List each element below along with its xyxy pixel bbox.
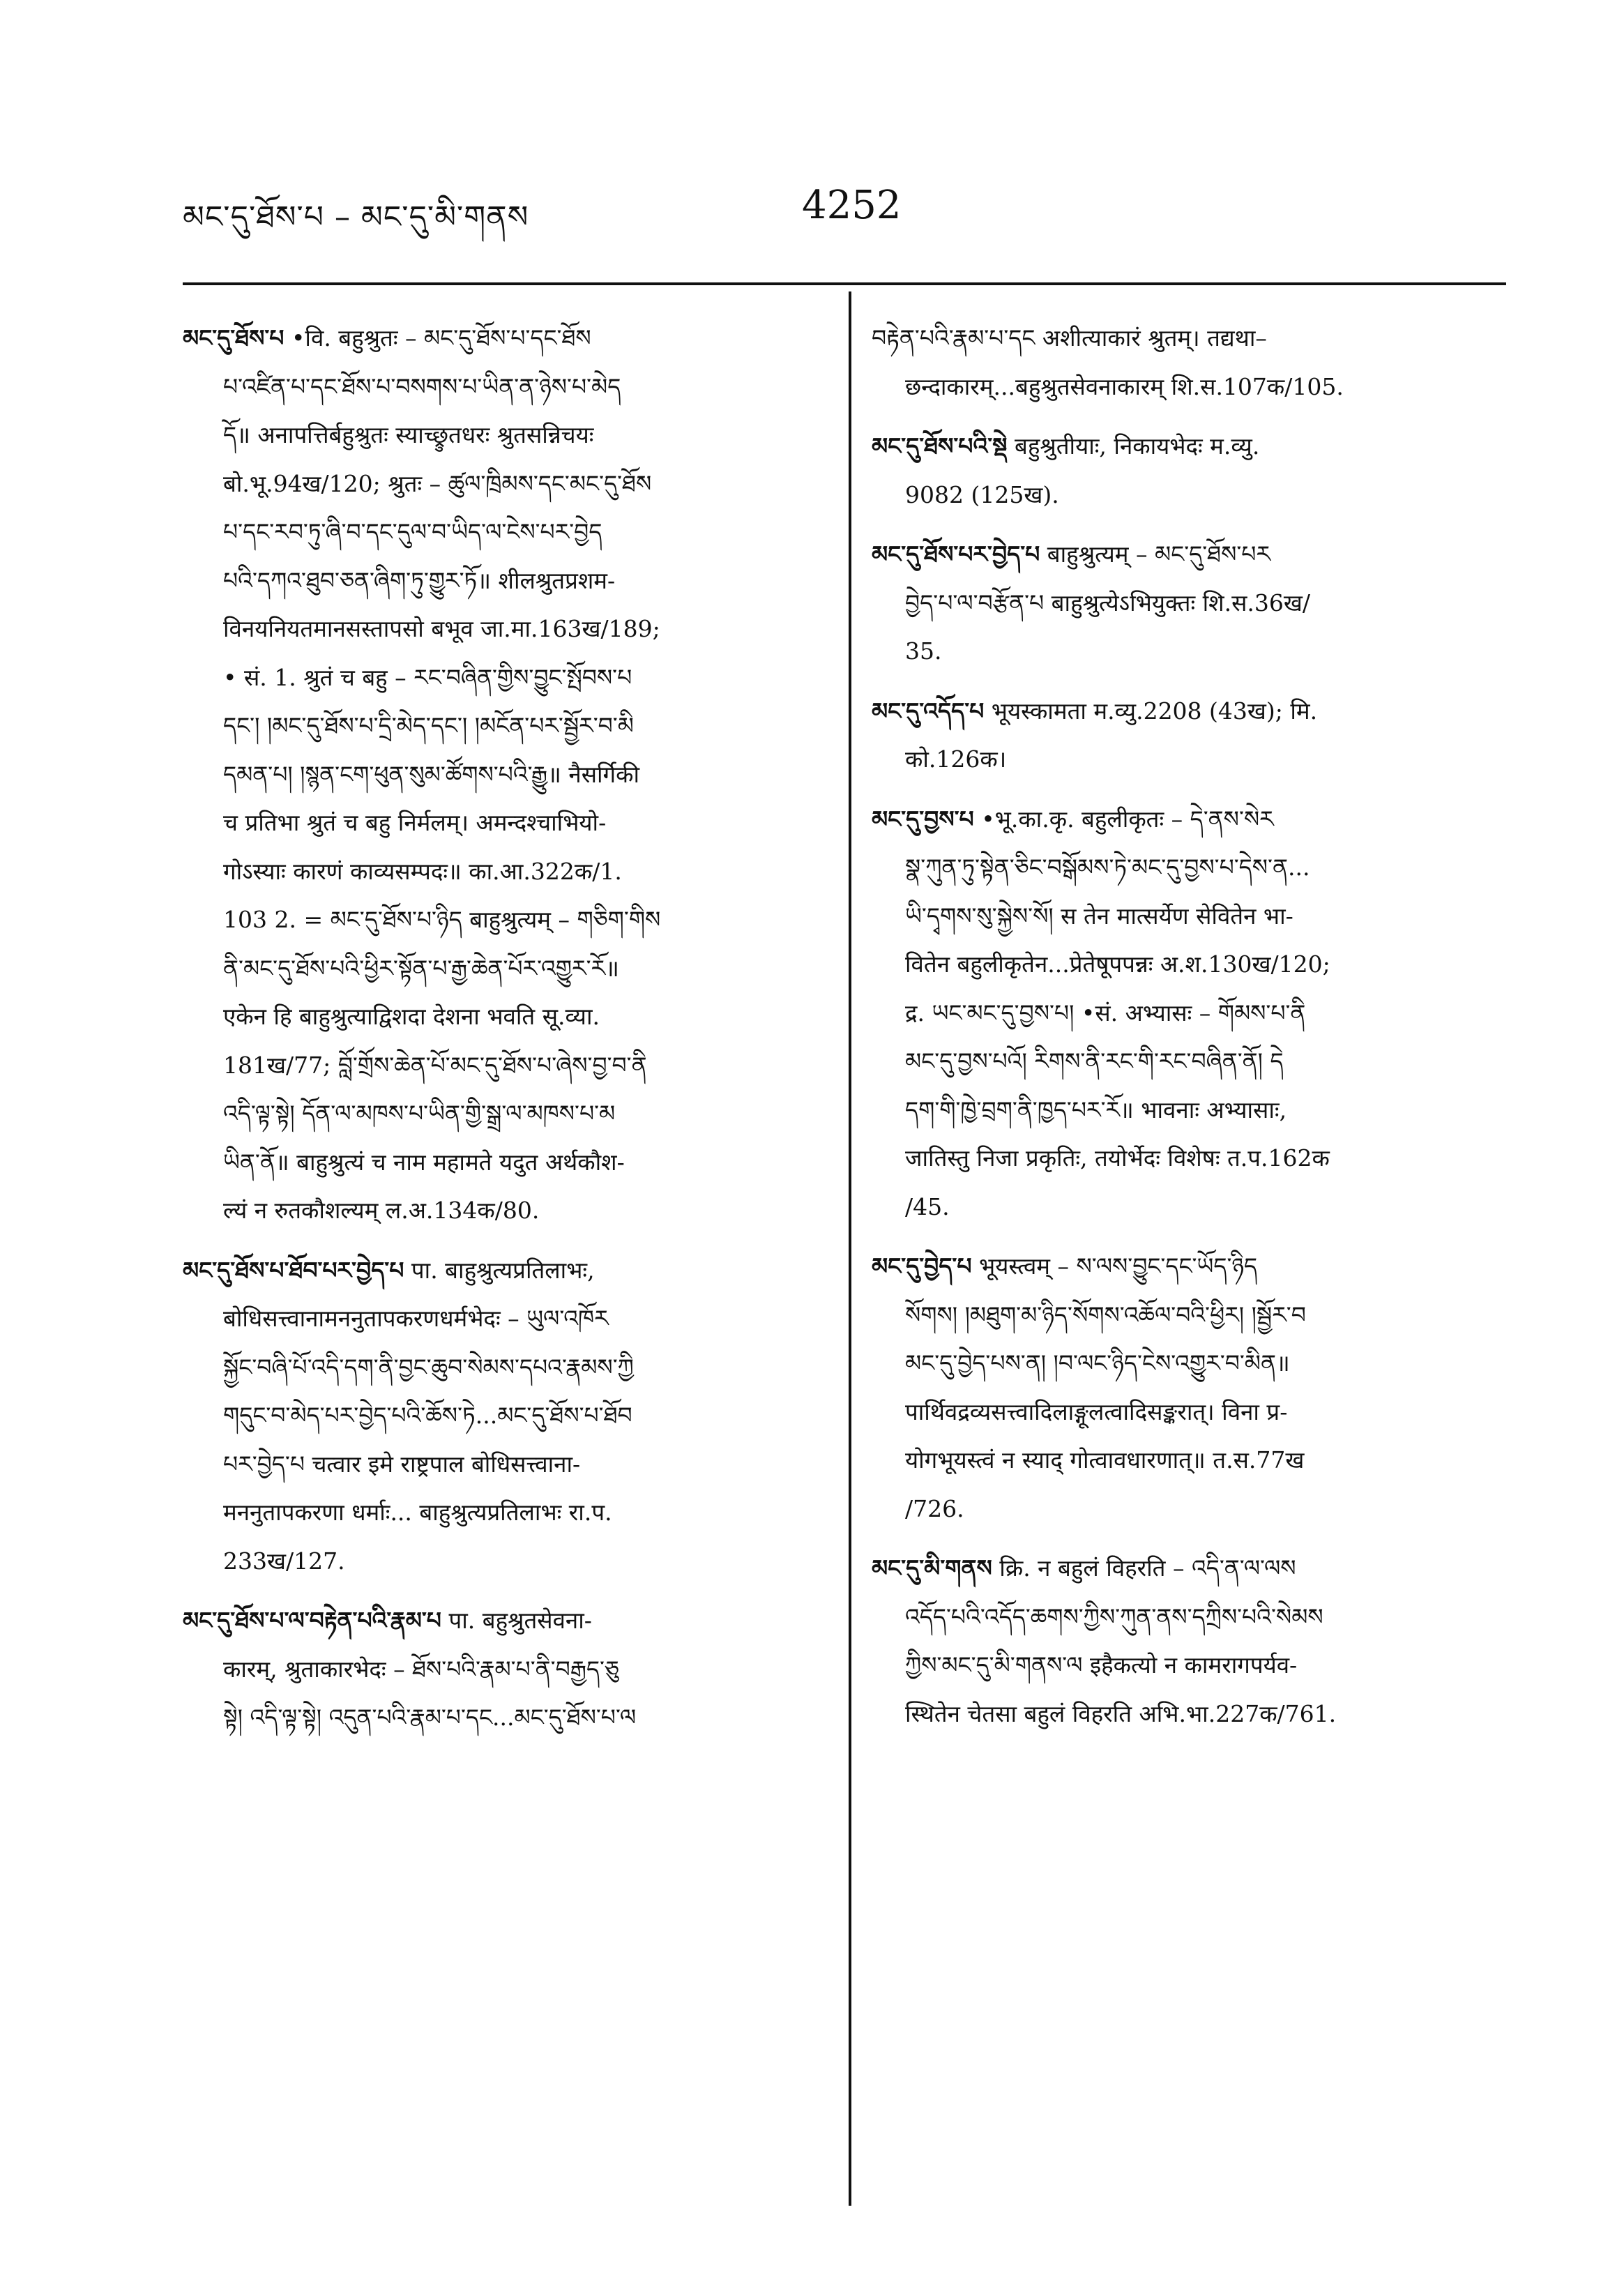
dictionary-entry: [872, 1242, 1503, 1533]
entry-line: [183, 1693, 824, 1742]
entry-first-line: [872, 687, 1503, 736]
entry-line: [183, 1343, 824, 1392]
entry-text: 233ख/127.: [223, 1547, 345, 1575]
entry-line: [872, 1485, 1503, 1533]
entry-text: ल्यं न रुतकौशल्यम् ल.अ.134क/80.: [223, 1197, 540, 1224]
entry-text: དང་། །མང་དུ་ཐོས་པ་དྲི་མེད་དང་། །མངོན་པར་སྦྱོར་བ་མི: [223, 712, 634, 739]
entry-line: [872, 1690, 1503, 1738]
entry-line: [872, 940, 1503, 989]
entry-line: [872, 1183, 1503, 1232]
left-column: [183, 314, 824, 2218]
dictionary-entry: [183, 314, 824, 1235]
entry-line: [183, 895, 824, 944]
entry-first-line: [872, 1242, 1503, 1291]
entry-line: [872, 1388, 1503, 1437]
entry-line: [183, 1041, 824, 1090]
entry-line: [872, 1291, 1503, 1340]
entry-text: बोधिसत्त्वानामननुतापकरणधर्मभेदः – ཡུལ་འཁོར: [223, 1305, 609, 1332]
entry-text: गोऽस्याः कारणं काव्यसम्पदः॥ का.आ.322क/1.: [223, 857, 622, 885]
entry-text: एकेन हि बाहुश्रुत्याद्विशदा देशना भवति सू.व्या.: [223, 1003, 600, 1030]
entry-text: वितेन बहुलीकृतेन...प्रेतेषूपपन्नः अ.श.130ख/120;: [905, 950, 1330, 978]
entry-text: भूयस्त्वम् – ས་ལས་བྱུང་དང་ཡོད་ཉིད: [979, 1252, 1258, 1280]
entry-line: [183, 556, 824, 605]
entry-text: ཀྱིས་མང་དུ་མི་གནས་ལ इहैकत्यो न कामरागपर्यव-: [905, 1651, 1298, 1679]
entry-line: [872, 363, 1503, 411]
entry-line: [872, 471, 1503, 520]
entry-text: དོ॥ अनापत्तिर्बहुश्रुतः स्याच्छ्रुतधरः श्रुतसन्निचयः: [223, 421, 594, 448]
entry-text: •भू.का.कृ. बहुलीकृतः – དེ་ནས་སེར: [981, 805, 1274, 833]
entry-line: [872, 1134, 1503, 1183]
entry-text: པའི་དཀའ་ཐུབ་ཅན་ཞིག་ཏུ་གྱུར་ཏོ॥ शीलश्रुतप्रशम-: [223, 566, 616, 594]
entry-first-line: [183, 314, 824, 363]
entry-first-line: [872, 1544, 1503, 1593]
entry-text: དག་གི་ཁྱེ་བྲག་ནི་ཁྱད་པར་རོ॥ भावनाः अभ्यासाः,: [905, 1096, 1287, 1123]
entry-text: बो.भू.94ख/120; श्रुतः – ཚུལ་ཁྲིམས་དང་མང་དུ་ཐོས: [223, 469, 652, 497]
entry-line: [872, 989, 1503, 1038]
column-divider: [849, 291, 851, 2206]
entry-text: སྟེ། འདི་ལྟ་སྟེ། འདུན་པའི་རྣམ་པ་དང...མང་དུ་ཐོས་པ་ལ: [223, 1704, 637, 1731]
entry-line: [183, 1440, 824, 1489]
entry-text: क्रि. न बहुलं विहरति – འདི་ན་ལ་ལས: [999, 1554, 1296, 1582]
entry-text: 35.: [905, 637, 942, 665]
entry-text: པ་འཛིན་པ་དང་ཐོས་པ་བསགས་པ་ཡིན་ན་ཉེས་པ་མེད: [223, 372, 621, 400]
entry-text: ཡིན་ནོ॥ बाहुश्रुत्यं च नाम महामते यदुत अर्थकौश-: [223, 1148, 625, 1176]
entry-text: बहुश्रुतीयाः, निकायभेदः म.व्यु.: [1014, 432, 1260, 460]
entry-text: བྱེད་པ་ལ་བརྩོན་པ बाहुश्रुत्येऽभियुक्तः शि.स.36ख/: [905, 589, 1310, 616]
dictionary-entry: [872, 314, 1503, 411]
entry-headword: མང་དུ་ཐོས་པ་ཐོབ་པར་བྱེད་པ: [183, 1256, 404, 1284]
entry-text: འདི་ལྟ་སྟེ། དོན་ལ་མཁས་པ་ཡིན་གྱི་སྒྲ་ལ་མཁས་པ་མ: [223, 1100, 616, 1127]
entry-text: मननुतापकरणा धर्माः... बाहुश्रुत्यप्रतिलाभः रा.प.: [223, 1499, 612, 1526]
entry-line: [872, 1339, 1503, 1388]
entry-line: [183, 992, 824, 1041]
entry-line: [872, 735, 1503, 784]
entry-text: མང་དུ་བྱེད་པས་ན། །བ་ལང་ཉིད་ངེས་འགྱུར་བ་མིན॥: [905, 1349, 1290, 1377]
entry-headword: མང་དུ་མི་གནས: [872, 1554, 992, 1582]
dictionary-entry: [872, 1544, 1503, 1738]
dictionary-entry: [872, 530, 1503, 676]
entry-text: योगभूयस्त्वं न स्याद् गोत्वावधारणात्॥ त.स.77ख: [905, 1446, 1305, 1473]
entry-text: पा. बहुश्रुतसेवना-: [448, 1607, 592, 1634]
entry-text: དམན་པ། །སྙན་ངག་ཕུན་སུམ་ཚོགས་པའི་རྒྱུ॥ नैसर्गिकी: [223, 760, 640, 788]
entry-line: [183, 944, 824, 993]
dictionary-entry: [872, 422, 1503, 519]
entry-headword: མང་དུ་འདོད་པ: [872, 697, 985, 725]
entry-line: [872, 892, 1503, 941]
entry-headword: མང་དུ་ཐོས་པ: [183, 324, 284, 351]
entry-line: [872, 1593, 1503, 1642]
entry-text: द्र. ཡང་མང་དུ་བྱས་པ། •सं. अभ्यासः – གོམས་པ་ནི: [905, 999, 1306, 1026]
dictionary-entry: [183, 1246, 824, 1586]
entry-headword: མང་དུ་བྱས་པ: [872, 805, 974, 833]
entry-text: जातिस्तु निजा प्रकृतिः, तयोर्भेदः विशेषः त.प.162क: [905, 1144, 1330, 1172]
page-header: [0, 0, 1624, 293]
entry-headword: མང་དུ་ཐོས་པར་བྱེད་པ: [872, 540, 1040, 568]
entry-text: ཡི་དྭགས་སུ་སྐྱེས་སོ། स तेन मात्सर्येण सेवितेन भा-: [905, 902, 1293, 930]
entry-text: སྐྱོང་བཞི་པོ་འདི་དག་ནི་བྱང་ཆུབ་སེམས་དཔའ་རྣམས་ཀྱི: [223, 1353, 634, 1381]
dictionary-entry: [183, 1596, 824, 1742]
entry-line: [183, 1537, 824, 1586]
entry-first-line: [872, 795, 1503, 844]
running-head: མང་དུ་ཐོས་པ – མང་དུ་མི་གནས: [183, 199, 529, 235]
page-number: 4252: [802, 183, 902, 228]
entry-text: कारम्, श्रुताकारभेदः – ཐོས་པའི་རྣམ་པ་ནི་བརྒྱད་ཅུ: [223, 1655, 619, 1683]
entry-text: च प्रतिभा श्रुतं च बहु निर्मलम्। अमन्दश्चाभियो-: [223, 809, 607, 836]
entry-line: [872, 1086, 1503, 1135]
entry-line: [183, 411, 824, 460]
dictionary-entry: [872, 687, 1503, 784]
entry-line: [183, 798, 824, 847]
entry-headword: མང་དུ་བྱེད་པ: [872, 1252, 972, 1280]
entry-line: [183, 460, 824, 508]
entry-first-line: [872, 422, 1503, 471]
entry-line: [872, 627, 1503, 676]
entry-text: གདུང་བ་མེད་པར་བྱེད་པའི་ཆོས་ཏེ...མང་དུ་ཐོས་པ་ཐོབ: [223, 1402, 632, 1429]
entry-text: को.126क।: [905, 745, 1007, 773]
entry-text: མང་དུ་བྱས་པའོ། རིགས་ནི་རང་གི་རང་བཞིན་ནོ། དེ: [905, 1047, 1284, 1075]
entry-line: [183, 702, 824, 750]
entry-line: [183, 1186, 824, 1235]
entry-line: [872, 579, 1503, 628]
entry-text: भूयस्कामता म.व्यु.2208 (43ख); मि.: [991, 697, 1318, 725]
entry-line: [183, 750, 824, 799]
entry-text: པ་དང་རབ་ཏུ་ཞི་བ་དང་དུལ་བ་ཡིད་ལ་ངེས་པར་བྱེད: [223, 518, 602, 545]
entry-line: [183, 605, 824, 653]
entry-headword: མང་དུ་ཐོས་པའི་སྡེ: [872, 432, 1008, 460]
entry-first-line: [183, 1246, 824, 1295]
entry-line: [183, 1488, 824, 1537]
entry-text: बाहुश्रुत्यम् – མང་དུ་ཐོས་པར: [1047, 540, 1271, 568]
entry-line: [183, 847, 824, 896]
entry-text: छन्दाकारम्...बहुश्रुतसेवनाकारम् शि.स.107क/105.: [905, 372, 1344, 400]
entry-line: [872, 1436, 1503, 1485]
entry-line: [872, 1037, 1503, 1086]
entry-line: [183, 653, 824, 702]
dictionary-entry: [872, 795, 1503, 1232]
entry-text: འདོད་པའི་འདོད་ཆགས་ཀྱིས་ཀུན་ནས་དཀྲིས་པའི་སེམས: [905, 1603, 1323, 1630]
entry-line: [183, 1391, 824, 1440]
header-rule: [183, 282, 1506, 285]
entry-text: བརྟེན་པའི་རྣམ་པ་དང अशीत्याकारं श्रुतम्। तद्यथा–: [872, 324, 1267, 351]
entry-text: སོགས། །མཐུག་མ་ཉིད་སོགས་འཆོལ་བའི་ཕྱིར། །སྦྱོར་བ: [905, 1301, 1306, 1328]
entry-text: स्थितेन चेतसा बहुलं विहरति अभि.भा.227क/761.: [905, 1699, 1337, 1727]
entry-text: •वि. बहुश्रुतः – མང་དུ་ཐོས་པ་དང་ཐོས: [291, 324, 591, 351]
entry-headword: མང་དུ་ཐོས་པ་ལ་བརྟེན་པའི་རྣམ་པ: [183, 1607, 441, 1634]
entry-first-line: [872, 530, 1503, 579]
entry-line: [183, 1138, 824, 1187]
entry-text: སྣ་ཀུན་ཏུ་སྟེན་ཅིང་བསྒོམས་ཏེ་མང་དུ་བྱས་པ་དེས་ན...: [905, 854, 1310, 881]
entry-line: [872, 843, 1503, 892]
entry-text: पार्थिवद्रव्यसत्त्वादिलाङ्गूलत्वादिसङ्करात्। विना प्र-: [905, 1397, 1288, 1425]
entry-first-line: [183, 1596, 824, 1645]
entry-text: 9082 (125ख).: [905, 480, 1059, 508]
entry-line: [183, 508, 824, 556]
entry-text: /726.: [905, 1494, 964, 1522]
entry-text: • सं. 1. श्रुतं च बहु – རང་བཞིན་གྱིས་བྱུང་སྤོབས་པ: [223, 663, 632, 691]
right-column: [872, 314, 1503, 2218]
entry-text: पा. बाहुश्रुत्यप्रतिलाभः,: [411, 1256, 595, 1284]
entry-text: विनयनियतमानसस्तापसो बभूव जा.मा.163ख/189;: [223, 615, 660, 642]
entry-text: ནི་མང་དུ་ཐོས་པའི་ཕྱིར་སྟོན་པ་རྒྱ་ཆེན་པོར་འགྱུར་རོ॥: [223, 954, 619, 982]
entry-text: པར་བྱེད་པ चत्वार इमे राष्ट्रपाल बोधिसत्त्वाना-: [223, 1450, 581, 1478]
entry-line: [183, 1645, 824, 1694]
entry-text: 103 2. = མང་དུ་ཐོས་པ་ཉིད बाहुश्रुत्यम् – གཅིག་གིས: [223, 906, 661, 933]
entry-line: [872, 1641, 1503, 1690]
entry-line: [183, 1294, 824, 1343]
entry-line: [183, 363, 824, 411]
entry-text: 181ख/77; བློ་གྲོས་ཆེན་པོ་མང་དུ་ཐོས་པ་ཞེས་བྱ་བ་ནི: [223, 1051, 647, 1079]
entry-first-line: [872, 314, 1503, 363]
entry-text: /45.: [905, 1192, 950, 1220]
entry-line: [183, 1089, 824, 1138]
